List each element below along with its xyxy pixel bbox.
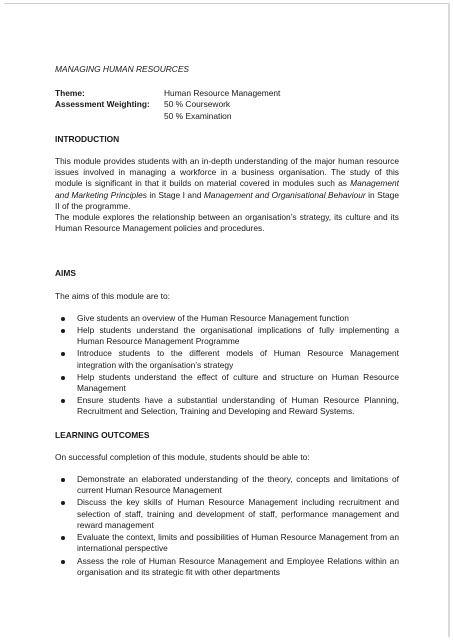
list-item: Demonstrate an elaborated understanding of the theory, concepts and limitations of current Human Resource Management bbox=[55, 474, 399, 496]
weighting-examination: 50 % Examination bbox=[164, 110, 232, 121]
learning-outcomes-list bbox=[55, 474, 399, 578]
learning-outcomes-heading: LEARNING OUTCOMES bbox=[55, 429, 150, 440]
weighting-coursework: 50 % Coursework bbox=[164, 99, 231, 110]
learning-outcomes-section bbox=[55, 430, 399, 578]
introduction-paragraph-2: The module explores the relationship between an organisation’s strategy, its culture and its Human Resource Management policies and procedures. bbox=[55, 212, 399, 234]
document-content bbox=[55, 64, 399, 590]
list-item: Help students understand the effect of culture and structure on Human Resource Management bbox=[55, 372, 399, 394]
module-meta bbox=[55, 88, 399, 122]
aims-heading: AIMS bbox=[55, 268, 76, 279]
list-item: Discuss the key skills of Human Resource Management including recruitment and selection of staff, training and development of staff, performance management and reward management bbox=[55, 497, 399, 531]
list-item: Evaluate the context, limits and possibilities of Human Resource Management from an international perspective bbox=[55, 532, 399, 554]
module-title: MANAGING HUMAN RESOURCES bbox=[55, 64, 190, 74]
aims-section bbox=[55, 268, 399, 417]
learning-outcomes-lead: On successful completion of this module, students should be able to: bbox=[55, 451, 310, 462]
introduction-heading: INTRODUCTION bbox=[55, 133, 120, 144]
theme-label: Theme: bbox=[55, 88, 85, 99]
list-item: Assess the role of Human Resource Management and Employee Relations within an organisation and its strategic fit with other departments bbox=[55, 556, 399, 578]
introduction-paragraph-1: This module provides students with an in-depth understanding of the major human resource issues involved in managing a workforce in a business organisation. The study of this module is significant in that it builds on material covered in modules such as Management and Marketing Principles in Stage I and Management and Organisational Behaviour in Stage II of the programme. bbox=[55, 156, 399, 211]
list-item: Introduce students to the different models of Human Resource Management integration with the organisation’s strategy bbox=[55, 348, 399, 370]
list-item: Help students understand the organisational implications of fully implementing a Human Resource Management Programme bbox=[55, 325, 399, 347]
page-border-top bbox=[4, 3, 449, 4]
introduction-section bbox=[55, 134, 399, 235]
page-border-right bbox=[448, 3, 450, 637]
list-item: Ensure students have a substantial understanding of Human Resource Planning, Recruitment and Selection, Training and Developing and Reward Systems. bbox=[55, 395, 399, 417]
aims-lead: The aims of this module are to: bbox=[55, 290, 170, 301]
weighting-label: Assessment Weighting: bbox=[55, 99, 150, 110]
aims-list bbox=[55, 313, 399, 418]
theme-value: Human Resource Management bbox=[164, 88, 281, 99]
list-item: Give students an overview of the Human Resource Management function bbox=[55, 313, 399, 324]
